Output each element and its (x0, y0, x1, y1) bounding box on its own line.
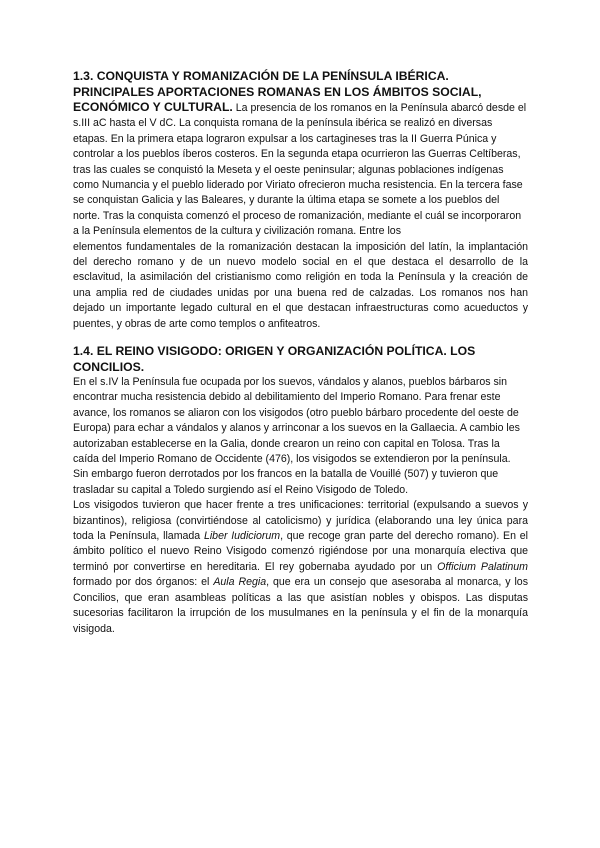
latin-term: Aula Regia (213, 576, 267, 589)
section-reino-visigodo (73, 343, 528, 637)
body-paragraph (73, 498, 528, 637)
section-romanizacion (73, 68, 528, 332)
paragraph-text: , que recoge gran parte del derecho romano). En el ámbito político el nuevo Reino Visigodo comenzó rigiéndose por una monarquía electiva que terminó por convertirse en hereditaria. El rey gobernaba ayudado por un (73, 530, 528, 573)
section-heading-line: PRINCIPALES APORTACIONES ROMANAS EN LOS ÁMBITOS SOCIAL, (73, 85, 482, 99)
section-heading-line: ECONÓMICO Y CULTURAL. (73, 100, 233, 114)
body-paragraph: elementos fundamentales de la romanización destacan la imposición del latín, la implantación del derecho romano y de un nuevo modelo social en el que destaca el desarrollo de la esclavitud, la asimilación del cristianismo como religión en toda la Península y la creación de una amplia red de ciudades unidas por una buena red de calzadas. Los romanos nos han dejado un importante legado cultural en el que destacan infraestructuras como acueductos y puentes, y obras de arte como templos o anfiteatros. (73, 240, 528, 330)
section-heading-line: 1.3. CONQUISTA Y ROMANIZACIÓN DE LA PENÍNSULA IBÉRICA. (73, 69, 449, 83)
latin-term: Officium Palatinum (437, 560, 528, 573)
paragraph-text: , que era un consejo que asesoraba al monarca, y los Concilios, que eran asambleas políticas a las que asistían nobles y obispos. Las disputas sucesorias facilitaron la irrupción de los musulmanes en la península y el fin de la monarquía visigoda. (73, 576, 528, 635)
paragraph-text: La presencia de los romanos en la Península abarcó desde el s.III aC hasta el V dC. La conquista romana de la península ibérica se realizó en diversas etapas. En la primera etapa lograron expulsar a los cartagineses tras la II Guerra Púnica y controlar a los pueblos íberos costeros. En la segunda etapa ocurrieron las Guerras Celtíberas, tras las cuales se conquistó la Meseta y el oeste peninsular; algunas poblaciones indígenas como Numancia y el pueblo liderado por Viriato ofrecieron mucha resistencia. En la tercera fase se conquistan Galicia y las Baleares, y durante la última etapa se somete a los pueblos del norte. Tras la conquista comenzó el proceso de romanización, mediante el cuál se incorporaron a la Península elementos de la cultura y civilización romana. Entre los (73, 102, 527, 238)
body-paragraph: En el s.IV la Península fue ocupada por los suevos, vándalos y alanos, pueblos bárbaros sin encontrar mucha resistencia debido al debilitamiento del Imperio Romano. Para frenar este avance, los romanos se aliaron con los visigodos (otro pueblo bárbaro procedente del oeste de Europa) para echar a vándalos y alanos y arrinconar a los suevos en la Gallaecia. A cambio les autorizaban establecerse en la Galia, donde crearon un reino con capital en Tolosa. Tras la caída del Imperio Romano de Occidente (476), los visigodos se extendieron por la península. Sin embargo fueron derrotados por los francos en la batalla de Vouillé (507) y tuvieron que trasladar su capital a Toledo surgiendo así el Reino Visigodo de Toledo. (73, 376, 520, 496)
paragraph-text: Los visigodos tuvieron que hacer frente a tres unificaciones: territorial (expulsando a suevos y bizantinos), religiosa (convirtiéndose al catolicismo) y jurídica (elaborando una ley única para toda la Península, llamada (73, 499, 528, 543)
latin-term: Liber Iudiciorum (203, 530, 281, 543)
paragraph-text: formado por dos órganos: el (73, 576, 214, 589)
body-paragraph (73, 100, 528, 240)
section-heading-line: 1.4. EL REINO VISIGODO: ORIGEN Y ORGANIZACIÓN POLÍTICA. LOS (73, 344, 476, 358)
section-heading-line: CONCILIOS. (73, 360, 145, 374)
